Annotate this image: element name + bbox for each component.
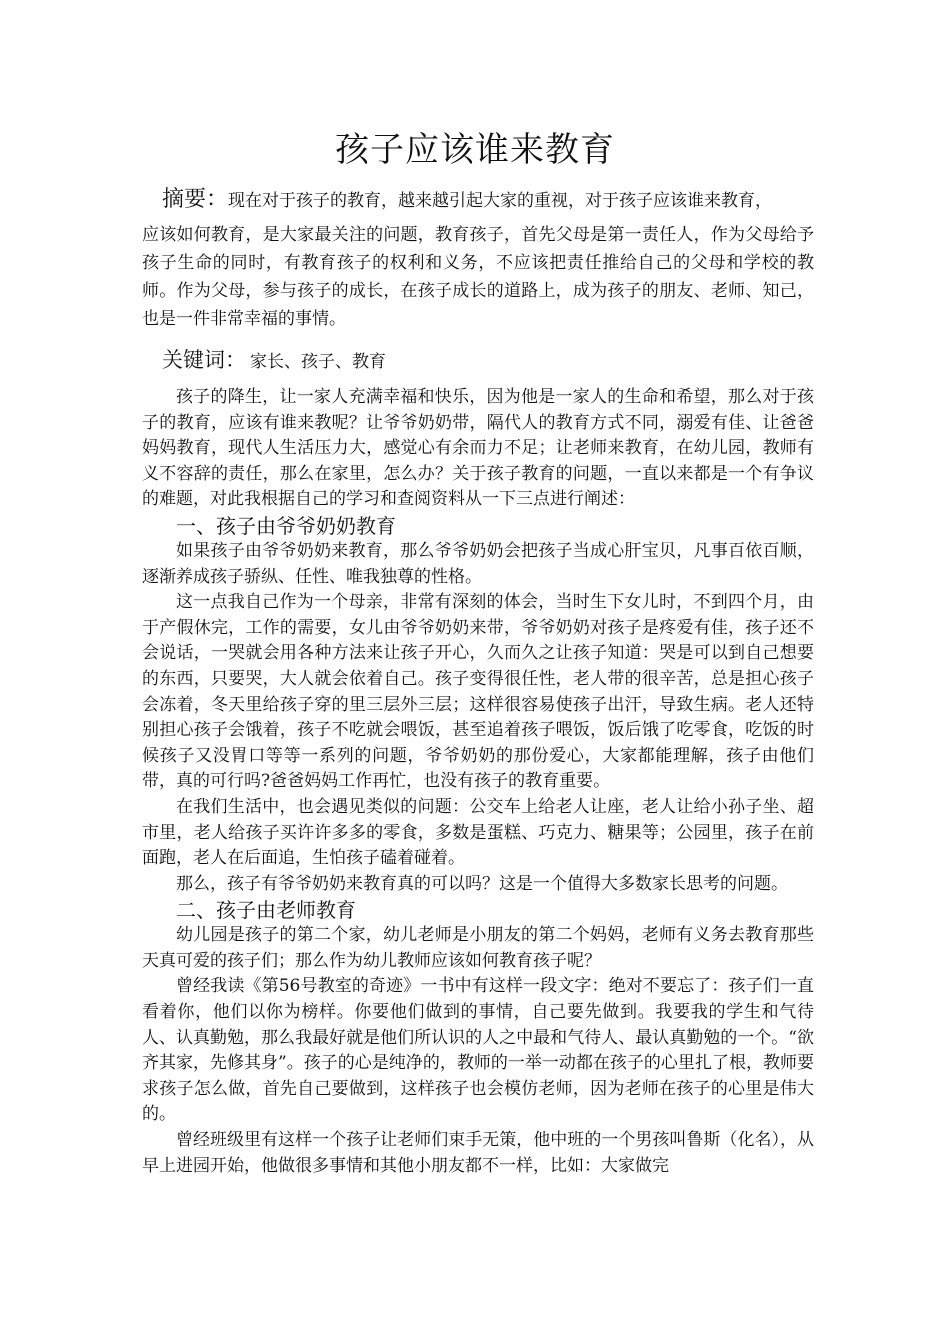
keywords — [142, 345, 814, 377]
abstract-label: 摘要： — [162, 187, 229, 212]
abstract — [142, 186, 814, 333]
section-heading: 二、孩子由老师教育 — [176, 898, 356, 923]
body-paragraph: 曾经我读《第56号教室的奇迹》一书中有这样一段文字：绝对不要忘了：孩子们一直看着你，他们以你为榜样。你要他们做到的事情，自己要先做到。我要我的学生和气待人、认真勤勉，那么我最好就是他们所认识的人之中最和气待人、最认真勤勉的一个。“欲齐其家，先修其身”。孩子的心是纯净的，教师的一举一动都在孩子的心里扎了根，教师要求孩子怎么做，首先自己要做到，这样孩子也会模仿老师，因为老师在孩子的心里是伟大的。 — [142, 976, 814, 1125]
body-paragraph: 曾经班级里有这样一个孩子让老师们束手无策，他中班的一个男孩叫鲁斯（化名），从早上进园开始，他做很多事情和其他小朋友都不一样，比如：大家做完 — [142, 1130, 814, 1176]
body-paragraph: 那么，孩子有爷爷奶奶来教育真的可以吗？这是一个值得大多数家长思考的问题。 — [176, 873, 788, 894]
abstract-text: 应该如何教育，是大家最关注的问题，教育孩子，首先父母是第一责任人，作为父母给予孩子生命的同时，有教育孩子的权利和义务，不应该把责任推给自己的父母和学校的教师。作为父母，参与孩子的成长，在孩子成长的道路上，成为孩子的朋友、老师、知己，也是一件非常幸福的事情。 — [142, 225, 814, 329]
keywords-text: 家长、孩子、教育 — [250, 352, 386, 372]
abstract-first-line: 现在对于孩子的教育，越来越引起大家的重视，对于孩子应该谁来教育， — [228, 191, 773, 211]
intro-paragraph: 孩子的降生，让一家人充满幸福和快乐，因为他是一家人的生命和希望，那么对于孩子的教育，应该有谁来教呢？让爷爷奶奶带，隔代人的教育方式不同，溺爱有佳、让爸爸妈妈教育，现代人生活压力大，感觉心有余而力不足；让老师来教育，在幼儿园，教师有义不容辞的责任，那么在家里，怎么办？关于孩子教育的问题，一直以来都是一个有争议的难题，对此我根据自己的学习和查阅资料从一下三点进行阐述： — [142, 387, 814, 510]
section-heading: 一、孩子由爷爷奶奶教育 — [176, 513, 396, 538]
body-paragraph: 这一点我自己作为一个母亲，非常有深刻的体会，当时生下女儿时，不到四个月，由于产假休完，工作的需要，女儿由爷爷奶奶来带，爷爷奶奶对孩子是疼爱有佳，孩子还不会说话，一哭就会用各种方法来让孩子开心，久而久之让孩子知道：哭是可以到自己想要的东西，只要哭，大人就会依着自己。孩子变得很任性，老人带的很辛苦，总是担心孩子会冻着，冬天里给孩子穿的里三层外三层；这样很容易使孩子出汗，导致生病。老人还特别担心孩子会饿着，孩子不吃就会喂饭，甚至追着孩子喂饭，饭后饿了吃零食，吃饭的时候孩子又没胃口等等一系列的问题，爷爷奶奶的那份爱心，大家都能理解，孩子由他们带，真的可行吗?爸爸妈妈工作再忙，也没有孩子的教育重要。 — [142, 592, 814, 792]
body-paragraph: 在我们生活中，也会遇见类似的问题：公交车上给老人让座，老人让给小孙子坐、超市里，老人给孩子买许许多多的零食，多数是蛋糕、巧克力、糖果等；公园里，孩子在前面跑，老人在后面追，生怕孩子磕着碰着。 — [142, 796, 814, 869]
page-title: 孩子应该谁来教育 — [335, 130, 615, 170]
document-body — [142, 186, 814, 1179]
keywords-label: 关键词： — [162, 348, 246, 372]
body-paragraph: 幼儿园是孩子的第二个家，幼儿老师是小朋友的第二个妈妈，老师有义务去教育那些天真可爱的孩子们；那么作为幼儿教师应该如何教育孩子呢？ — [142, 925, 814, 971]
body-paragraph: 如果孩子由爷爷奶奶来教育，那么爷爷奶奶会把孩子当成心肝宝贝，凡事百依百顺，逐渐养成孩子骄纵、任性、唯我独尊的性格。 — [142, 540, 814, 587]
